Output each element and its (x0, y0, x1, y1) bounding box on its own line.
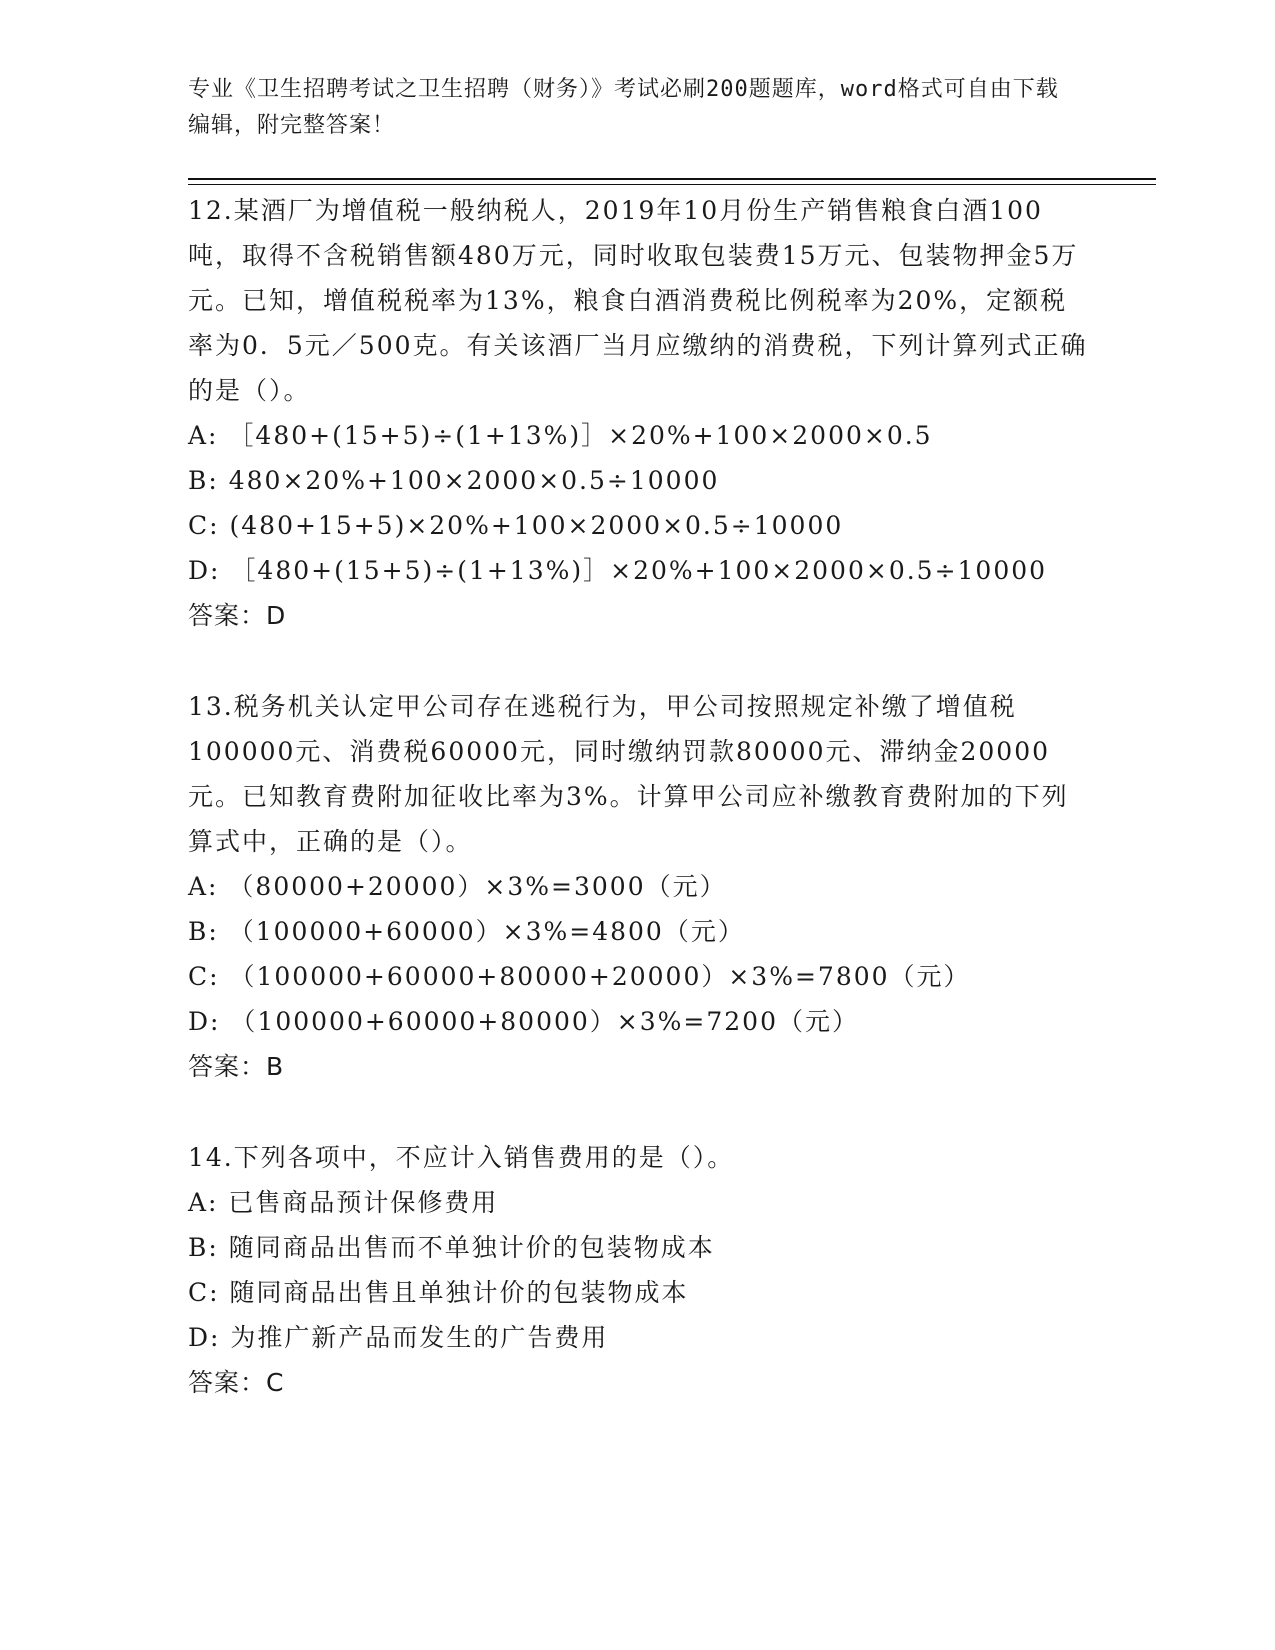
document-header: 专业《卫生招聘考试之卫生招聘（财务）》考试必刷200题题库，word格式可自由下载编辑，附完整答案！ (188, 77, 1059, 138)
option-d: D: ［480+(15+5)÷(1+13%)］×20%+100×2000×0.5÷10000 (188, 556, 1048, 585)
question-12 (188, 188, 1088, 638)
answer-line: 答案：C (188, 1368, 285, 1397)
option-d: D: （100000+60000+80000）×3%=7200（元） (188, 1007, 859, 1036)
option-b: B: 随同商品出售而不单独计价的包装物成本 (188, 1233, 715, 1262)
question-list (188, 188, 1088, 1451)
option-a: A: ［480+(15+5)÷(1+13%)］×20%+100×2000×0.5 (188, 421, 933, 450)
answer-line: 答案：B (188, 1052, 285, 1081)
question-text: 14.下列各项中，不应计入销售费用的是（）。 (188, 1143, 735, 1172)
option-b: B: （100000+60000）×3%=4800（元） (188, 917, 745, 946)
option-c: C: 随同商品出售且单独计价的包装物成本 (188, 1278, 689, 1307)
option-c: C: (480+15+5)×20%+100×2000×0.5÷10000 (188, 511, 844, 540)
header-divider-thin (188, 184, 1156, 185)
option-a: A: 已售商品预计保修费用 (188, 1188, 499, 1217)
question-text: 13.税务机关认定甲公司存在逃税行为，甲公司按照规定补缴了增值税100000元、消费税60000元，同时缴纳罚款80000元、滞纳金20000元。已知教育费附加征收比率为3%。计算甲公司应补缴教育费附加的下列算式中，正确的是（）。 (188, 692, 1069, 856)
option-a: A: （80000+20000）×3%=3000（元） (188, 872, 727, 901)
header-divider (188, 178, 1156, 180)
answer-line: 答案：D (188, 601, 287, 630)
question-13 (188, 684, 1088, 1089)
option-d: D: 为推广新产品而发生的广告费用 (188, 1323, 609, 1352)
question-text: 12.某酒厂为增值税一般纳税人，2019年10月份生产销售粮食白酒100吨，取得不含税销售额480万元，同时收取包装费15万元、包装物押金5万元。已知，增值税税率为13%，粮食白酒消费税比例税率为20%，定额税率为0．5元／500克。有关该酒厂当月应缴纳的消费税，下列计算列式正确的是（）。 (188, 196, 1088, 405)
option-b: B: 480×20%+100×2000×0.5÷10000 (188, 466, 720, 495)
question-14 (188, 1135, 1088, 1405)
option-c: C: （100000+60000+80000+20000）×3%=7800（元） (188, 962, 971, 991)
